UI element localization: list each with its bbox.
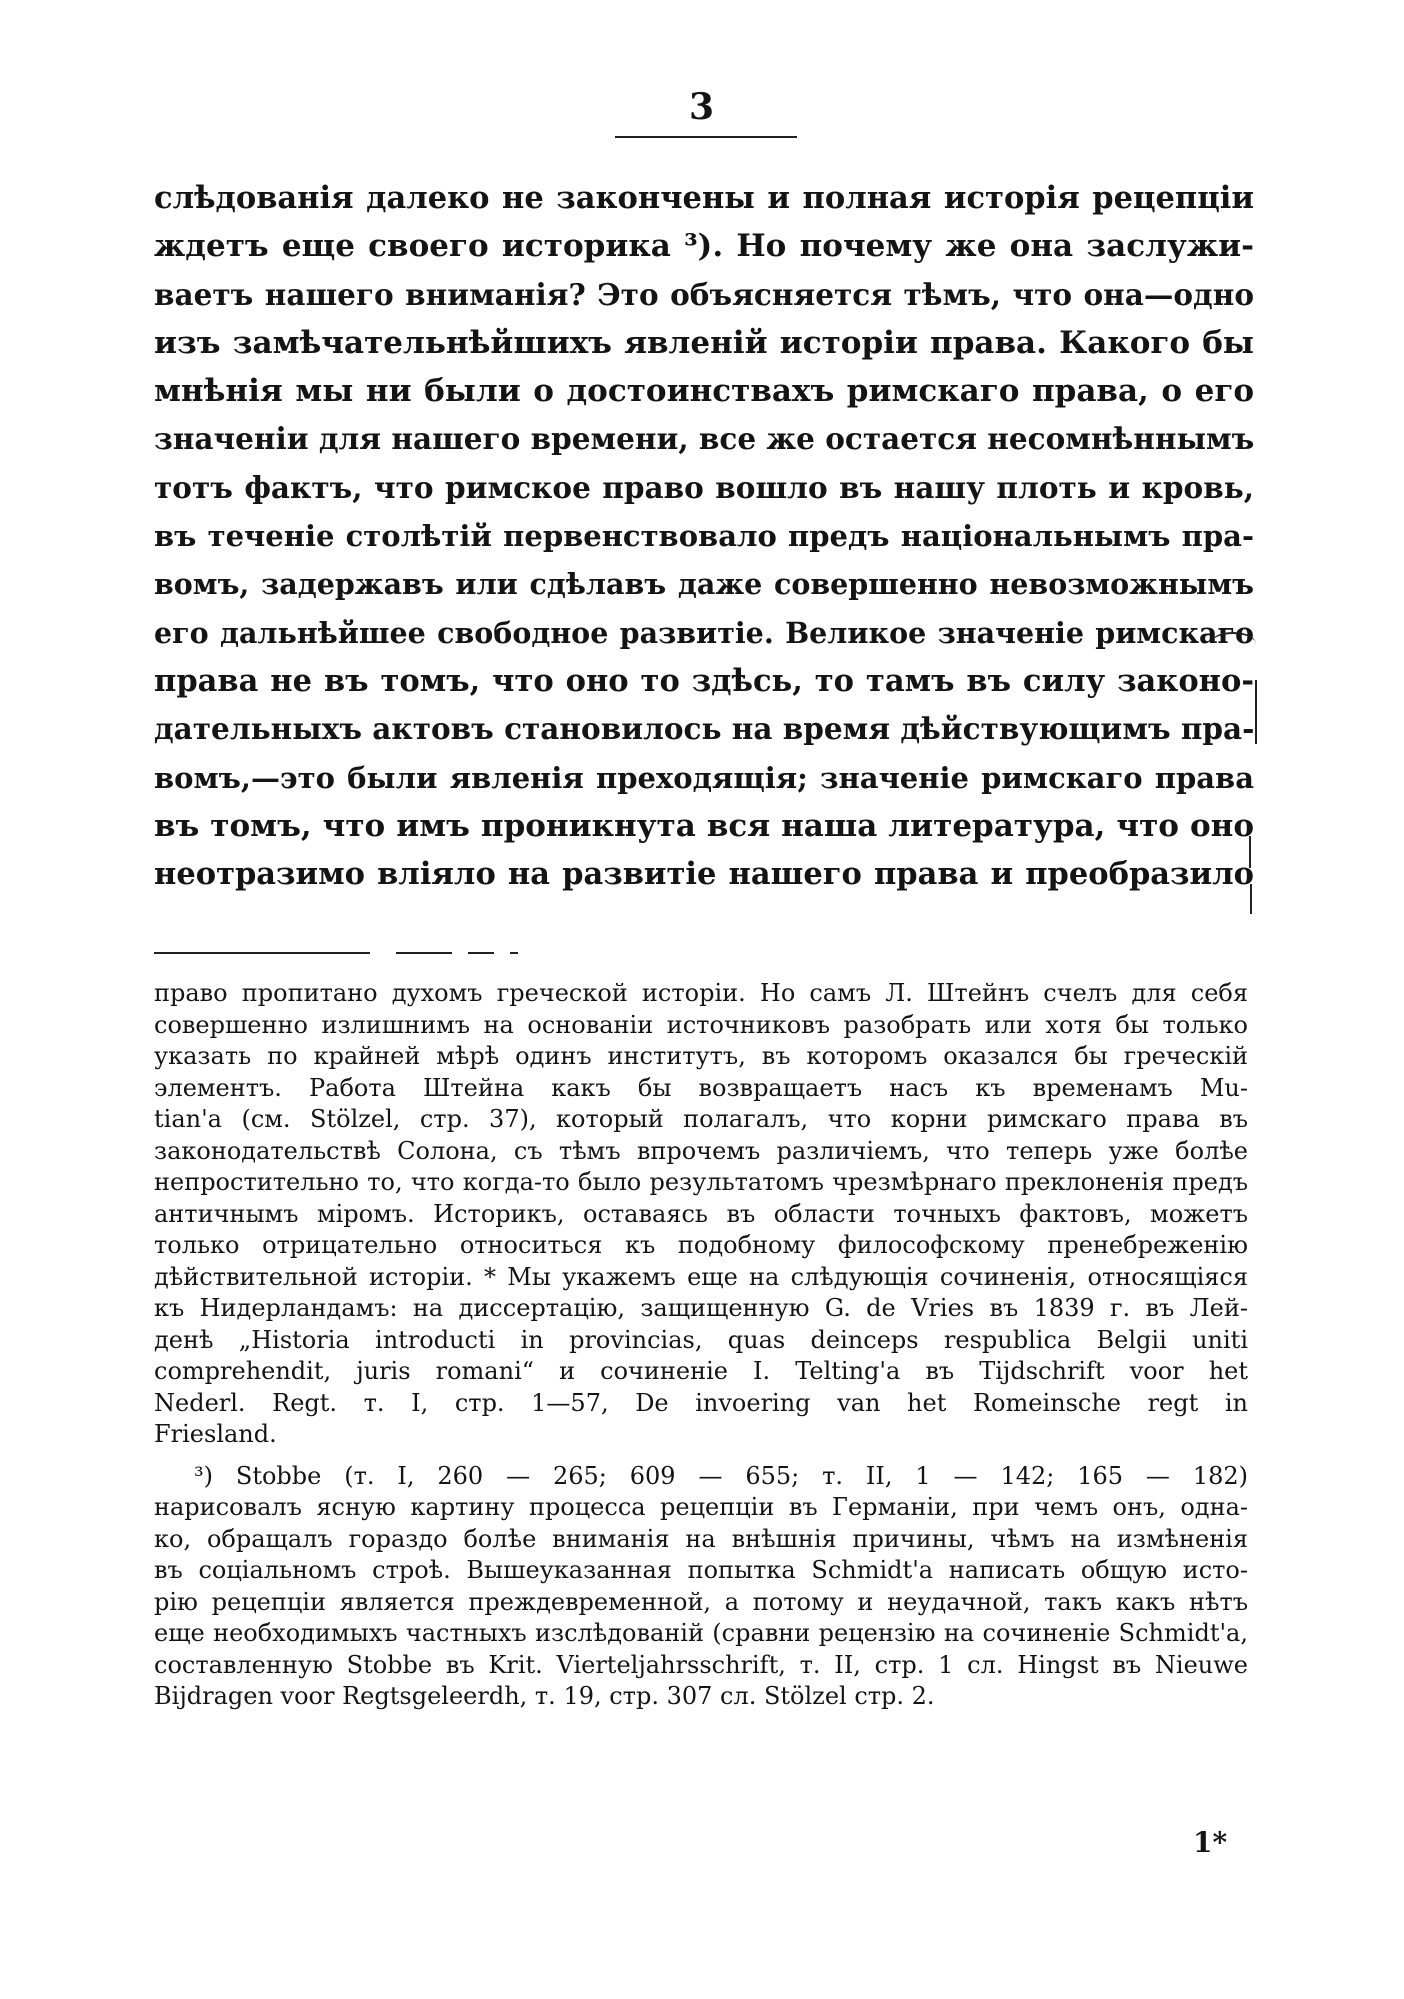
footnote-line: дѣйствительной исторіи. * Мы укажемъ еще на слѣдующія сочиненія, относящіяся <box>154 1262 1248 1291</box>
footnote-line: совершенно излишнимъ на основаніи источниковъ разобрать или хотя бы только <box>154 1010 1248 1039</box>
footnote-line: элементъ. Работа Штейна какъ бы возвращаетъ насъ къ временамъ Mu- <box>154 1073 1248 1102</box>
main-line: изъ замѣчательнѣйшихъ явленій исторіи права. Какого бы <box>154 324 1254 361</box>
footnote-3-line: ³) Stobbe (т. I, 260 — 265; 609 — 655; т. II, 1 — 142; 165 — 182) <box>194 1461 1248 1490</box>
main-line: въ теченіе столѣтій первенствовало предъ національнымъ пра- <box>154 519 1254 554</box>
footnote-rule <box>154 952 370 954</box>
footnote-line: къ Нидерландамъ: на диссертацію, защищенную G. de Vries въ 1839 г. въ Лей- <box>154 1294 1248 1322</box>
page-number: 3 <box>688 86 716 128</box>
footnote-line: денѣ „Historia introducti in provincias, quas deinceps respublica Belgii uniti <box>154 1325 1248 1354</box>
main-text <box>154 174 1254 898</box>
footnote-line: указать по крайней мѣрѣ одинъ институтъ, въ которомъ оказался бы греческій <box>154 1042 1248 1070</box>
main-line: значеніи для нашего времени, все же остается несомнѣннымъ <box>154 421 1254 457</box>
margin-pencil-mark <box>1249 836 1251 868</box>
main-line: тотъ фактъ, что римское право вошло въ нашу плоть и кровь, <box>154 469 1254 505</box>
main-line: мнѣнія мы ни были о достоинствахъ римскаго права, о его <box>154 373 1254 410</box>
footnote-3-line: еще необходимыхъ частныхъ изслѣдованій (сравни рецензію на сочиненіе Schmidt'a, <box>154 1619 1248 1647</box>
footnote-line: только отрицательно относиться къ подобному философскому пренебреженію <box>154 1231 1248 1259</box>
main-line: въ томъ, что имъ проникнута вся наша литература, что оно <box>154 807 1254 844</box>
margin-pencil-arc <box>1210 632 1256 656</box>
footnote-3-line: Bijdragen voor Regtsgeleerdh, т. 19, стр. 307 сл. Stölzel стр. 2. <box>154 1682 935 1710</box>
footnote-line: античнымъ міромъ. Историкъ, оставаясь въ области точныхъ фактовъ, можетъ <box>154 1199 1248 1228</box>
margin-pencil-mark <box>1255 680 1257 744</box>
main-line: ваетъ нашего вниманія? Это объясняется тѣмъ, что она—одно <box>154 276 1254 312</box>
footnote-3-line: ко, обращалъ гораздо болѣе вниманія на внѣшнія причины, чѣмъ на измѣненія <box>154 1524 1248 1553</box>
main-line: вомъ,—это были явленія преходящія; значеніе римскаго права <box>154 760 1254 795</box>
main-line: вомъ, задержавъ или сдѣлавъ даже совершенно невозможнымъ <box>154 567 1254 602</box>
main-line: его дальнѣйшее свободное развитіе. Великое значеніе римскаго <box>154 615 1254 650</box>
footnote-line: comprehendit, juris romani“ и сочиненіе I. Telting'a въ Tijdschrift voor het <box>154 1357 1248 1385</box>
main-line: неотразимо вліяло на развитіе нашего права и преобразило <box>154 856 1254 893</box>
footnote-3-line: рію рецепціи является преждевременной, а потому и неудачной, такъ какъ нѣтъ <box>154 1587 1248 1616</box>
footnote-rule <box>468 952 494 954</box>
footnote-line: право пропитано духомъ греческой исторіи. Но самъ Л. Штейнъ счелъ для себя <box>154 979 1248 1007</box>
footnote-line: Friesland. <box>154 1420 277 1448</box>
main-line: ждетъ еще своего историка ³). Но почему же она заслужи- <box>154 228 1254 265</box>
footnote-3-line: въ соціальномъ строѣ. Вышеуказанная попытка Schmidt'a написать общую исто- <box>154 1556 1248 1584</box>
margin-pencil-mark <box>1250 884 1252 914</box>
main-line: права не въ томъ, что оно то здѣсь, то тамъ въ силу законо- <box>154 662 1254 699</box>
header-rule <box>615 136 797 138</box>
footnotes <box>154 978 1248 1713</box>
footnote-rule <box>396 952 452 954</box>
footnote-line: непростительно то, что когда-то было результатомъ чрезмѣрнаго преклоненія предъ <box>154 1168 1248 1196</box>
footnote-line: законодательствѣ Солона, съ тѣмъ впрочемъ различіемъ, что теперь уже болѣе <box>154 1136 1248 1165</box>
footnote-line: tian'a (см. Stölzel, стр. 37), который полагалъ, что корни римскаго права въ <box>154 1105 1248 1133</box>
printer-signature-mark: 1* <box>1193 1826 1228 1859</box>
footnote-3-line: составленную Stobbe въ Krit. Vierteljahrsschrift, т. II, стр. 1 сл. Hingst въ Nieuwe <box>154 1650 1248 1679</box>
footnote-3-line: нарисовалъ ясную картину процесса рецепціи въ Германіи, при чемъ онъ, одна- <box>154 1493 1248 1521</box>
main-line: слѣдованія далеко не закончены и полная исторія рецепціи <box>154 180 1254 216</box>
main-line: дательныхъ актовъ становилось на время дѣйствующимъ пра- <box>154 711 1254 747</box>
footnote-rule <box>510 952 518 954</box>
footnote-line: Nederl. Regt. т. I, стр. 1—57, De invoering van het Romeinsche regt in <box>154 1388 1248 1417</box>
